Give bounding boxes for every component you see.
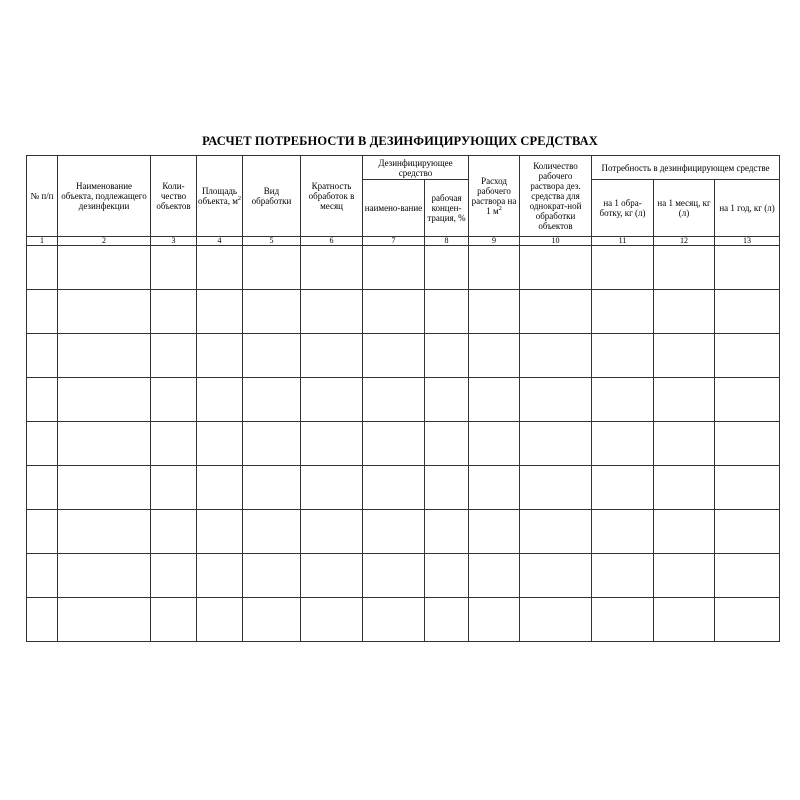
table-cell[interactable] — [469, 598, 520, 642]
table-cell[interactable] — [151, 378, 197, 422]
header-treatment-type: Вид обработки — [243, 156, 301, 237]
table-cell[interactable] — [151, 554, 197, 598]
header-solution-amount: Количество рабочего раствора дез. средства для однократ-ной обработки объектов — [520, 156, 592, 237]
table-cell[interactable] — [592, 510, 654, 554]
header-num: № п/п — [27, 156, 58, 237]
table-cell[interactable] — [654, 466, 715, 510]
column-number: 3 — [151, 237, 197, 246]
table-row — [27, 598, 780, 642]
header-consumption-sup: 2 — [498, 206, 502, 212]
table-cell[interactable] — [469, 422, 520, 466]
table-cell[interactable] — [425, 246, 469, 290]
table-cell[interactable] — [520, 598, 592, 642]
table-cell[interactable] — [301, 378, 363, 422]
table-cell[interactable] — [715, 466, 780, 510]
table-row — [27, 334, 780, 378]
column-number: 6 — [301, 237, 363, 246]
table-row — [27, 378, 780, 422]
table-cell[interactable] — [469, 466, 520, 510]
table-cell[interactable] — [520, 334, 592, 378]
table-cell[interactable] — [197, 598, 243, 642]
table-cell[interactable] — [27, 598, 58, 642]
table-row — [27, 290, 780, 334]
table-cell[interactable] — [654, 554, 715, 598]
table-cell[interactable] — [520, 246, 592, 290]
table-cell[interactable] — [197, 510, 243, 554]
column-number: 5 — [243, 237, 301, 246]
table-cell[interactable] — [58, 334, 151, 378]
column-number: 2 — [58, 237, 151, 246]
table-cell[interactable] — [27, 510, 58, 554]
table-cell[interactable] — [27, 290, 58, 334]
table-cell[interactable] — [469, 554, 520, 598]
table-cell[interactable] — [425, 422, 469, 466]
table-cell[interactable] — [520, 290, 592, 334]
header-object-count: Коли-чество объектов — [151, 156, 197, 237]
header-concentration: рабочая концен-трация, % — [425, 180, 469, 237]
table-cell[interactable] — [363, 554, 425, 598]
table-row — [27, 422, 780, 466]
table-cell[interactable] — [243, 510, 301, 554]
table-cell[interactable] — [58, 378, 151, 422]
table-cell[interactable] — [243, 290, 301, 334]
table-cell[interactable] — [520, 466, 592, 510]
table-cell[interactable] — [592, 334, 654, 378]
table-cell[interactable] — [27, 554, 58, 598]
table-cell[interactable] — [425, 334, 469, 378]
table-cell[interactable] — [715, 554, 780, 598]
table-row — [27, 554, 780, 598]
table-cell[interactable] — [715, 598, 780, 642]
table-cell[interactable] — [27, 422, 58, 466]
table-cell[interactable] — [469, 378, 520, 422]
table-cell[interactable] — [715, 334, 780, 378]
table-cell[interactable] — [715, 378, 780, 422]
table-cell[interactable] — [197, 466, 243, 510]
table-cell[interactable] — [592, 246, 654, 290]
table-cell[interactable] — [151, 290, 197, 334]
table-cell[interactable] — [27, 334, 58, 378]
header-per-year: на 1 год, кг (л) — [715, 180, 780, 237]
table-cell[interactable] — [520, 510, 592, 554]
table-cell[interactable] — [654, 246, 715, 290]
table-cell[interactable] — [654, 378, 715, 422]
table-cell[interactable] — [425, 378, 469, 422]
table-cell[interactable] — [58, 422, 151, 466]
table-cell[interactable] — [715, 290, 780, 334]
column-number: 11 — [592, 237, 654, 246]
table-cell[interactable] — [363, 510, 425, 554]
table-cell[interactable] — [197, 334, 243, 378]
header-area-text: Площадь объекта, м — [198, 186, 238, 206]
disinfectant-calculation-table — [26, 155, 780, 642]
table-cell[interactable] — [425, 554, 469, 598]
header-consumption — [469, 156, 520, 237]
table-cell[interactable] — [151, 466, 197, 510]
table-cell[interactable] — [469, 290, 520, 334]
table-cell[interactable] — [425, 598, 469, 642]
column-number: 1 — [27, 237, 58, 246]
header-per-treatment: на 1 обра-ботку, кг (л) — [592, 180, 654, 237]
column-number: 13 — [715, 237, 780, 246]
table-cell[interactable] — [151, 334, 197, 378]
table-cell[interactable] — [58, 466, 151, 510]
table-cell[interactable] — [301, 598, 363, 642]
table-cell[interactable] — [715, 422, 780, 466]
table-cell[interactable] — [592, 598, 654, 642]
header-need-group: Потребность в дезинфицирующем средстве — [592, 156, 780, 180]
table-cell[interactable] — [27, 246, 58, 290]
table-cell[interactable] — [243, 334, 301, 378]
table-cell[interactable] — [197, 246, 243, 290]
table-cell[interactable] — [58, 246, 151, 290]
table-cell[interactable] — [58, 554, 151, 598]
table-cell[interactable] — [654, 510, 715, 554]
table-cell[interactable] — [592, 378, 654, 422]
table-cell[interactable] — [425, 290, 469, 334]
table-cell[interactable] — [58, 290, 151, 334]
table-cell[interactable] — [469, 334, 520, 378]
table-cell[interactable] — [151, 422, 197, 466]
table-cell[interactable] — [197, 554, 243, 598]
table-cell[interactable] — [363, 598, 425, 642]
table-cell[interactable] — [715, 510, 780, 554]
table-row — [27, 466, 780, 510]
table-cell[interactable] — [363, 290, 425, 334]
table-body — [27, 246, 780, 642]
table-row — [27, 510, 780, 554]
header-per-month: на 1 месяц, кг (л) — [654, 180, 715, 237]
table-cell[interactable] — [301, 466, 363, 510]
table-cell[interactable] — [425, 466, 469, 510]
table-cell[interactable] — [654, 598, 715, 642]
table-cell[interactable] — [425, 510, 469, 554]
table-cell[interactable] — [363, 246, 425, 290]
table-cell[interactable] — [301, 290, 363, 334]
table-cell[interactable] — [27, 466, 58, 510]
table-cell[interactable] — [363, 334, 425, 378]
table-cell[interactable] — [58, 510, 151, 554]
table-cell[interactable] — [654, 290, 715, 334]
header-consumption-text: Расход рабочего раствора на 1 м — [471, 176, 517, 216]
header-disinfectant-group: Дезинфицирующее средство — [363, 156, 469, 180]
table-cell[interactable] — [151, 246, 197, 290]
table-cell[interactable] — [592, 466, 654, 510]
column-number: 7 — [363, 237, 425, 246]
table-cell[interactable] — [197, 378, 243, 422]
table-cell[interactable] — [654, 422, 715, 466]
table-cell[interactable] — [715, 246, 780, 290]
column-number: 10 — [520, 237, 592, 246]
table-cell[interactable] — [243, 466, 301, 510]
table-cell[interactable] — [520, 554, 592, 598]
document-title: РАСЧЕТ ПОТРЕБНОСТИ В ДЕЗИНФИЦИРУЮЩИХ СРЕДСТВАХ — [202, 134, 598, 148]
table-cell[interactable] — [592, 422, 654, 466]
column-number: 12 — [654, 237, 715, 246]
table-cell[interactable] — [151, 598, 197, 642]
table-cell[interactable] — [654, 334, 715, 378]
table-cell[interactable] — [469, 246, 520, 290]
table-cell[interactable] — [301, 510, 363, 554]
table-cell[interactable] — [243, 422, 301, 466]
table-cell[interactable] — [520, 422, 592, 466]
table-cell[interactable] — [363, 378, 425, 422]
header-frequency: Кратность обработок в месяц — [301, 156, 363, 237]
header-disinfectant-name: наимено-вание — [363, 180, 425, 237]
table-cell[interactable] — [197, 422, 243, 466]
table-cell[interactable] — [197, 290, 243, 334]
table-cell[interactable] — [469, 510, 520, 554]
header-area-sup: 2 — [238, 196, 241, 202]
table-cell[interactable] — [243, 554, 301, 598]
column-number: 4 — [197, 237, 243, 246]
header-object-name: Наименование объекта, подлежащего дезинфекции — [58, 156, 151, 237]
table-cell[interactable] — [243, 378, 301, 422]
column-number: 8 — [425, 237, 469, 246]
table-cell[interactable] — [27, 378, 58, 422]
column-number-row — [27, 237, 780, 246]
table-row — [27, 246, 780, 290]
table-cell[interactable] — [301, 334, 363, 378]
table-cell[interactable] — [243, 598, 301, 642]
table-cell[interactable] — [301, 554, 363, 598]
column-number: 9 — [469, 237, 520, 246]
table-cell[interactable] — [243, 246, 301, 290]
table-cell[interactable] — [520, 378, 592, 422]
header-area — [197, 156, 243, 237]
table-cell[interactable] — [363, 466, 425, 510]
table-cell[interactable] — [301, 246, 363, 290]
table-cell[interactable] — [151, 510, 197, 554]
table-cell[interactable] — [592, 290, 654, 334]
table-cell[interactable] — [363, 422, 425, 466]
table-cell[interactable] — [592, 554, 654, 598]
table-cell[interactable] — [301, 422, 363, 466]
table-cell[interactable] — [58, 598, 151, 642]
